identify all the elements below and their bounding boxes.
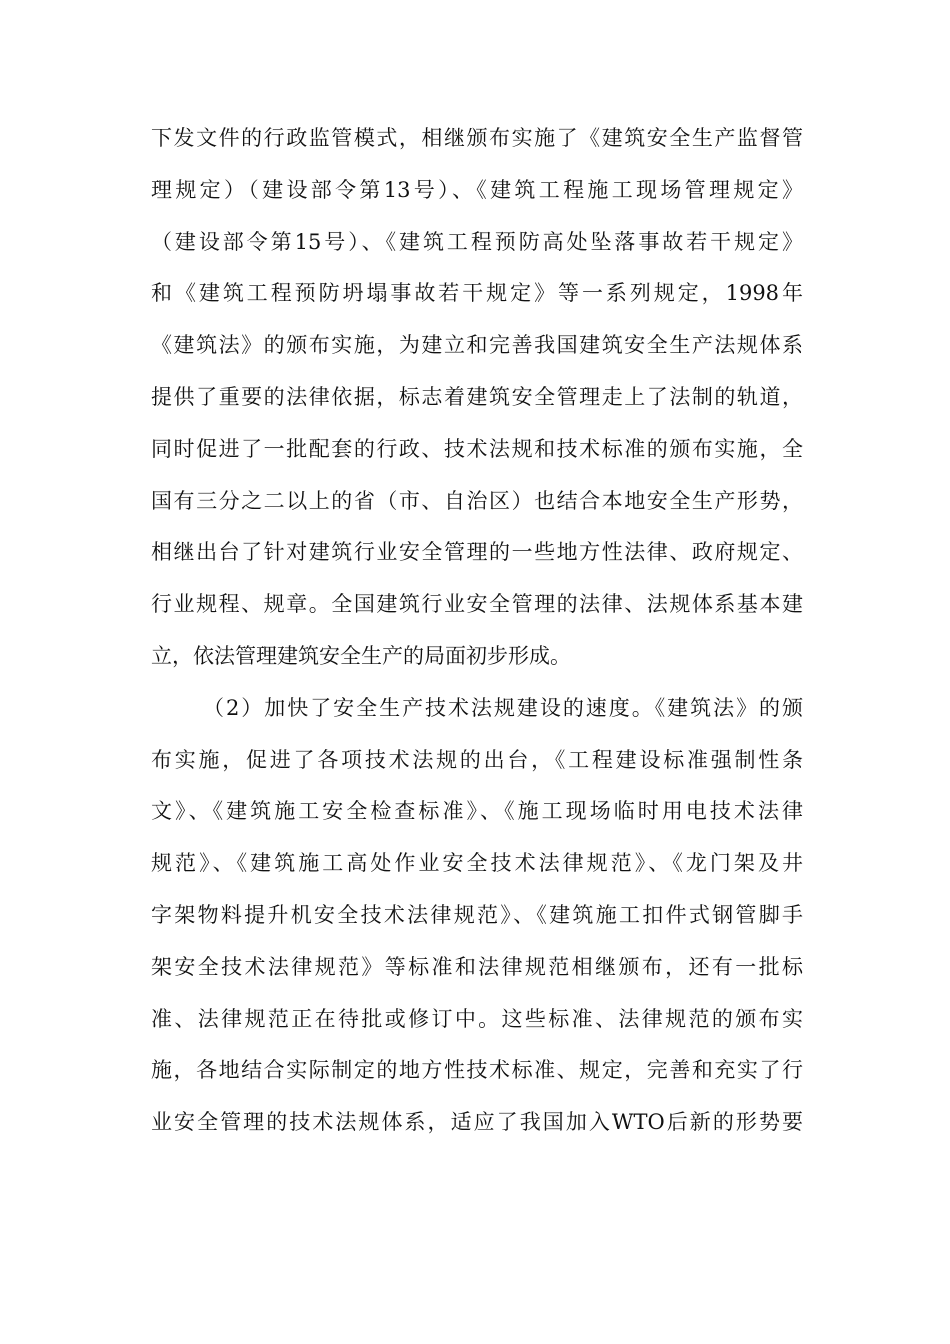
text-line: 架安全技术法律规范》等标准和法律规范相继颁布，还有一批标: [151, 954, 803, 979]
text-line: 立，依法管理建筑安全生产的局面初步形成。: [151, 643, 571, 668]
paragraph-1: [151, 113, 803, 683]
text-line: 行业规程、规章。全国建筑行业安全管理的法律、法规体系基本建: [151, 592, 803, 617]
text-line: （2）加快了安全生产技术法规建设的速度。《建筑法》的颁: [203, 695, 803, 720]
text-line: （建设部令第15号）、《建筑工程预防高处坠落事故若干规定》: [151, 229, 803, 254]
text-line: 下发文件的行政监管模式，相继颁布实施了《建筑安全生产监督管: [151, 126, 803, 150]
text-line: 业安全管理的技术法规体系，适应了我国加入WTO后新的形势要: [151, 1110, 803, 1135]
text-line: 相继出台了针对建筑行业安全管理的一些地方性法律、政府规定、: [151, 540, 803, 565]
text-line: 施，各地结合实际制定的地方性技术标准、规定，完善和充实了行: [151, 1058, 803, 1083]
text-line: 规范》、《建筑施工高处作业安全技术法律规范》、《龙门架及井: [151, 851, 803, 876]
text-line: 布实施，促进了各项技术法规的出台，《工程建设标准强制性条: [151, 747, 803, 772]
body-text: [151, 113, 803, 1149]
text-line: 准、法律规范正在待批或修订中。这些标准、法律规范的颁布实: [151, 1006, 803, 1031]
text-line: 文》、《建筑施工安全检查标准》、《施工现场临时用电技术法律: [151, 799, 803, 824]
text-line: 提供了重要的法律依据，标志着建筑安全管理走上了法制的轨道，: [151, 384, 803, 409]
text-line: 《建筑法》的颁布实施，为建立和完善我国建筑安全生产法规体系: [151, 333, 803, 358]
text-line: 和《建筑工程预防坍塌事故若干规定》等一系列规定，1998年: [151, 281, 803, 306]
text-line: 字架物料提升机安全技术法律规范》、《建筑施工扣件式钢管脚手: [151, 902, 803, 927]
paragraph-2: [151, 683, 803, 1149]
text-line: 国有三分之二以上的省（市、自治区）也结合本地安全生产形势，: [151, 488, 803, 513]
text-line: 同时促进了一批配套的行政、技术法规和技术标准的颁布实施，全: [151, 436, 803, 461]
text-line: 理规定）（建设部令第13号）、《建筑工程施工现场管理规定》: [151, 177, 803, 202]
